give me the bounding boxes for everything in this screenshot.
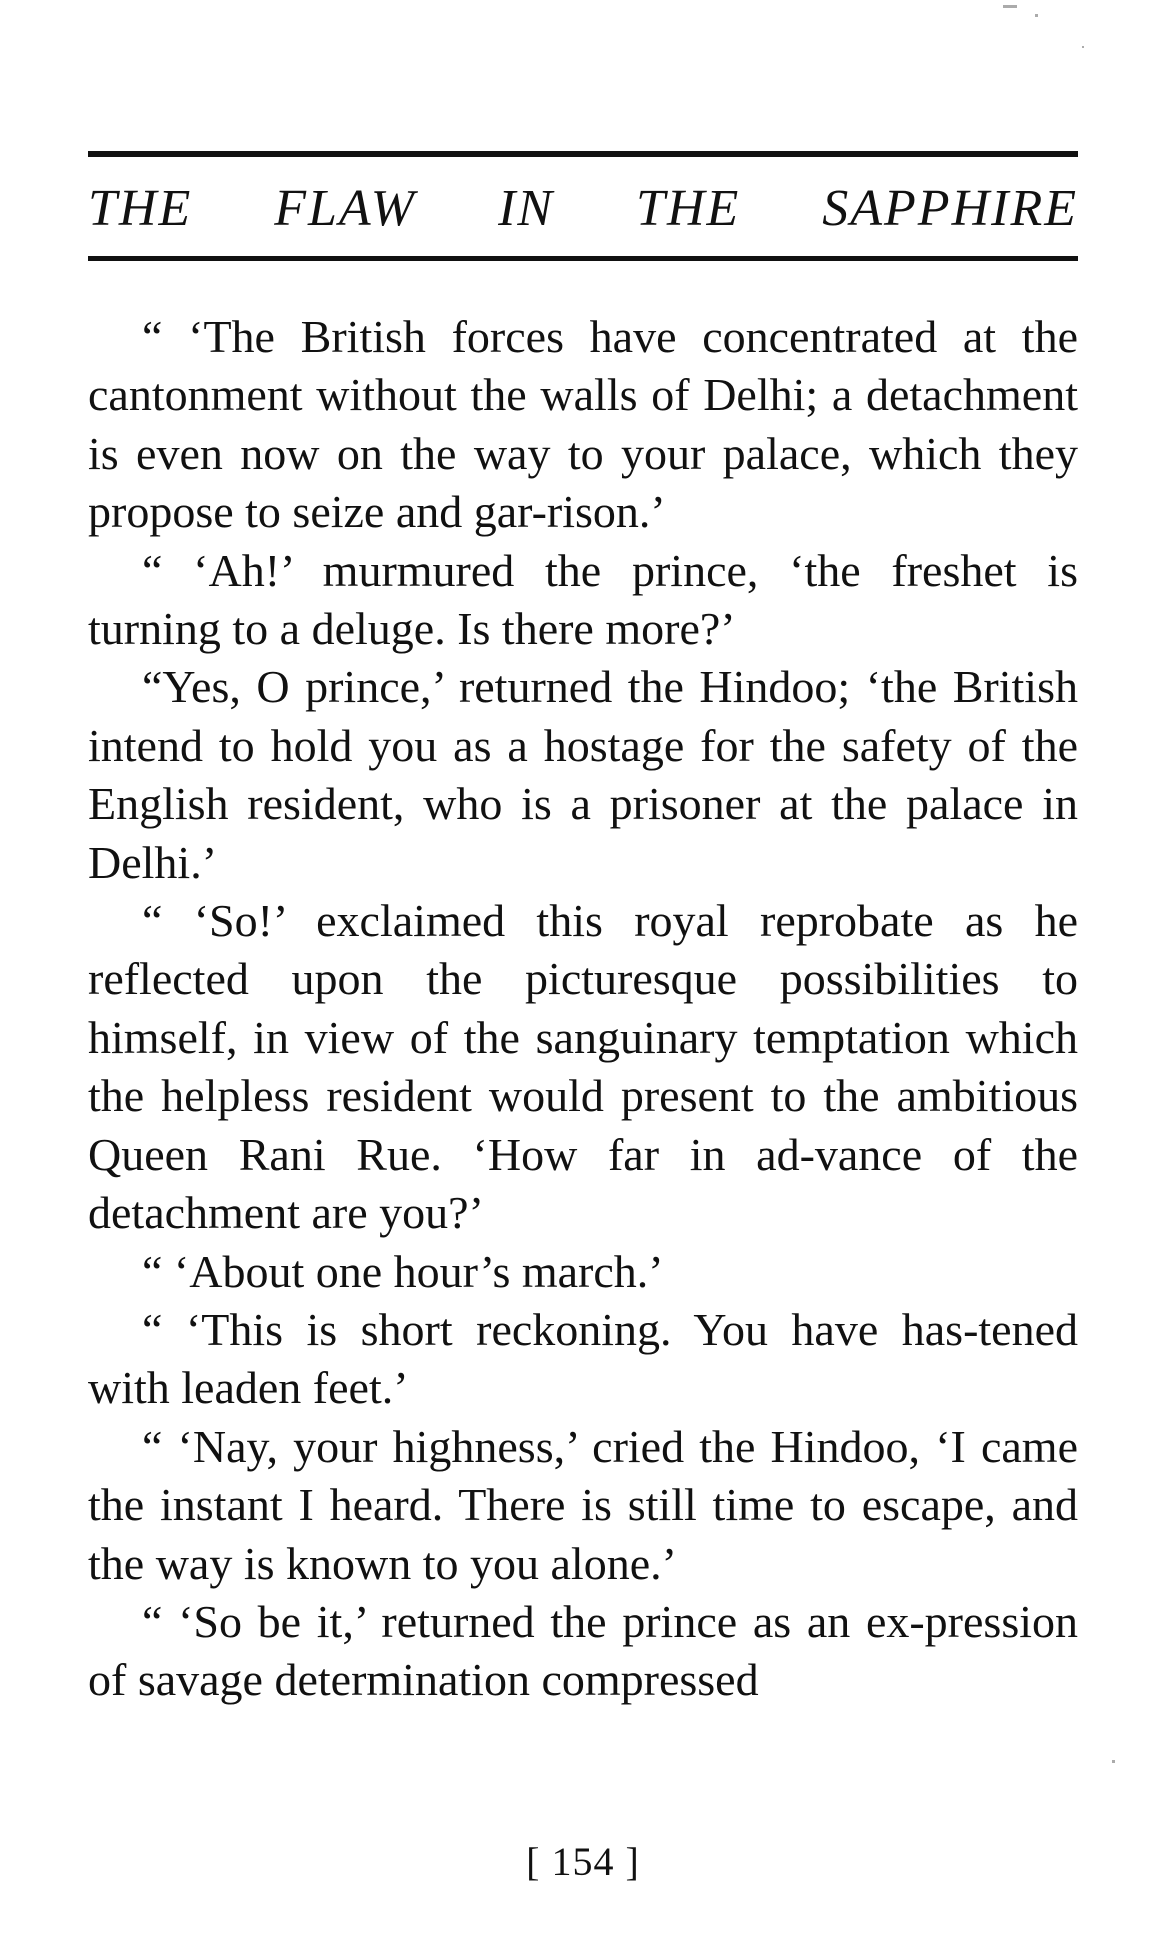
- print-speck: [1035, 14, 1038, 17]
- page-number: [ 154 ]: [526, 1839, 640, 1884]
- paragraph: “ ‘Nay, your highness,’ cried the Hindoo, ‘I came the instant I heard. There is still time to escape, and the way is known to you alone.’: [88, 1420, 1078, 1589]
- body-text: [88, 308, 1078, 1710]
- paragraph: “ ‘Ah!’ murmured the prince, ‘the freshet is turning to a deluge. Is there more?’: [88, 544, 1078, 655]
- running-head-word: IN: [498, 179, 555, 237]
- paragraph: “ ‘This is short reckoning. You have has-tened with leaden feet.’: [88, 1303, 1078, 1414]
- print-speck: [1082, 46, 1084, 48]
- print-speck: [1112, 1760, 1115, 1763]
- running-head-word: THE: [636, 179, 741, 237]
- paragraph: “ ‘The British forces have concentrated at the cantonment without the walls of Delhi; a detachment is even now on the way to your palace, which they propose to seize and gar-rison.’: [88, 311, 1078, 538]
- header-rule-top: [88, 151, 1078, 157]
- print-speck: [1003, 5, 1017, 8]
- header-rule-bottom: [88, 256, 1078, 261]
- paragraph: “ ‘So!’ exclaimed this royal reprobate as he reflected upon the picturesque possibilities to himself, in view of the sanguinary temptation which the helpless resident would present to the ambitious Queen Rani Rue. ‘How far in ad-vance of the detachment are you?’: [88, 895, 1078, 1239]
- running-head: [88, 168, 1078, 248]
- running-head-word: THE: [88, 179, 193, 237]
- running-head-word: SAPPHIRE: [822, 179, 1078, 237]
- running-head-word: FLAW: [274, 179, 417, 237]
- paragraph: “Yes, O prince,’ returned the Hindoo; ‘the British intend to hold you as a hostage for the safety of the English resident, who is a prisoner at the palace in Delhi.’: [88, 661, 1078, 888]
- paragraph: “ ‘So be it,’ returned the prince as an ex-pression of savage determination compressed: [88, 1595, 1078, 1706]
- paragraph: “ ‘About one hour’s march.’: [142, 1245, 664, 1297]
